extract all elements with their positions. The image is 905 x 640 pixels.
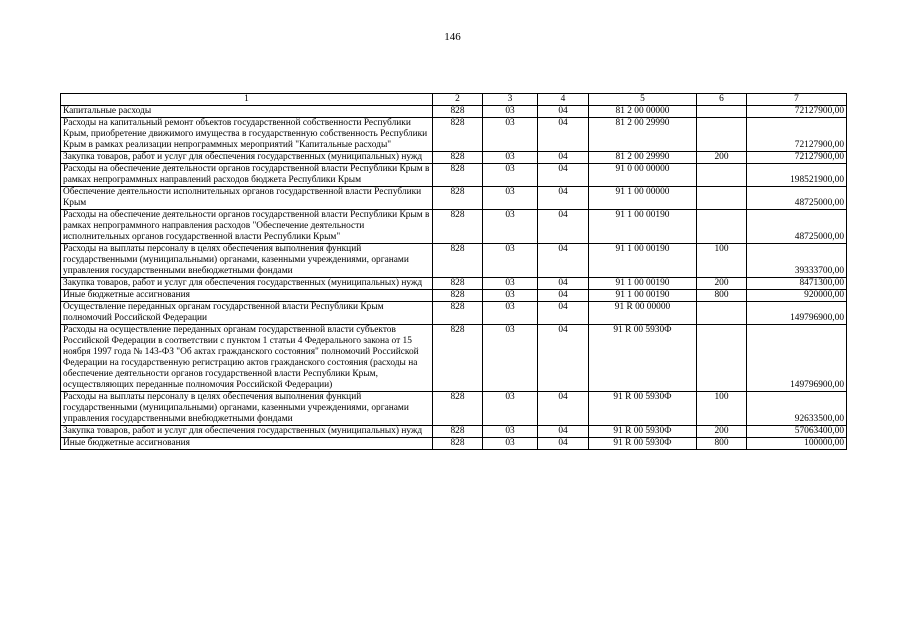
- section-cell: 03: [483, 187, 538, 210]
- target-article-cell: 91 R 00 00000: [589, 302, 697, 325]
- expense-name-cell: Иные бюджетные ассигнования: [61, 290, 433, 302]
- target-article-cell: 91 1 00 00190: [589, 244, 697, 278]
- amount-cell: 72127900,00: [747, 106, 847, 118]
- section-cell: 03: [483, 290, 538, 302]
- subsection-cell: 04: [538, 164, 589, 187]
- expense-name-cell: Закупка товаров, работ и услуг для обеспечения государственных (муниципальных) нужд: [61, 278, 433, 290]
- ministry-code-cell: 828: [433, 118, 483, 152]
- subsection-cell: 04: [538, 210, 589, 244]
- column-header: 2: [433, 94, 483, 106]
- target-article-cell: 91 R 00 5930Ф: [589, 392, 697, 426]
- expense-name-cell: Обеспечение деятельности исполнительных органов государственной власти Республики Крым: [61, 187, 433, 210]
- table-row: [61, 438, 847, 450]
- target-article-cell: 91 1 00 00190: [589, 290, 697, 302]
- section-cell: 03: [483, 426, 538, 438]
- target-article-cell: 81 2 00 29990: [589, 152, 697, 164]
- subsection-cell: 04: [538, 302, 589, 325]
- expense-name-cell: Расходы на обеспечение деятельности органов государственной власти Республики Крым в рамках непрограммных направлений расходов бюджета Республики Крым: [61, 164, 433, 187]
- expense-type-cell: 200: [697, 152, 747, 164]
- table-row: [61, 118, 847, 152]
- section-cell: 03: [483, 244, 538, 278]
- section-cell: 03: [483, 106, 538, 118]
- expense-type-cell: [697, 106, 747, 118]
- expense-type-cell: [697, 164, 747, 187]
- section-cell: 03: [483, 164, 538, 187]
- table-header-row: [61, 94, 847, 106]
- expense-name-cell: Закупка товаров, работ и услуг для обеспечения государственных (муниципальных) нужд: [61, 152, 433, 164]
- section-cell: 03: [483, 210, 538, 244]
- expense-type-cell: [697, 325, 747, 392]
- amount-cell: 198521900,00: [747, 164, 847, 187]
- section-cell: 03: [483, 152, 538, 164]
- expense-type-cell: [697, 210, 747, 244]
- subsection-cell: 04: [538, 106, 589, 118]
- target-article-cell: 81 2 00 29990: [589, 118, 697, 152]
- target-article-cell: 91 R 00 5930Ф: [589, 325, 697, 392]
- expense-type-cell: [697, 302, 747, 325]
- expense-name-cell: Расходы на осуществление переданных органам государственной власти субъектов Российской Федерации в соответствии с пунктом 1 статьи 4 Федерального закона от 15 ноября 1997 года № 143-ФЗ "Об актах гражданского состояния" полномочий Российской Федерации на государственную регистрацию актов гражданского состояния (расходы на обеспечение деятельности органов государственной власти Республики Крым, осуществляющих переданные полномочия Российской Федерации): [61, 325, 433, 392]
- expense-type-cell: 200: [697, 278, 747, 290]
- expense-type-cell: 800: [697, 438, 747, 450]
- table-row: [61, 106, 847, 118]
- amount-cell: 149796900,00: [747, 302, 847, 325]
- subsection-cell: 04: [538, 392, 589, 426]
- table-row: [61, 164, 847, 187]
- table-row: [61, 210, 847, 244]
- expense-type-cell: [697, 187, 747, 210]
- section-cell: 03: [483, 278, 538, 290]
- table-row: [61, 426, 847, 438]
- table-row: [61, 392, 847, 426]
- expense-name-cell: Расходы на обеспечение деятельности органов государственной власти Республики Крым в рамках непрограммного направления расходов "Обеспечение деятельности исполнительных органов государственной власти Республики Крым": [61, 210, 433, 244]
- subsection-cell: 04: [538, 118, 589, 152]
- expense-name-cell: Осуществление переданных органам государственной власти Республики Крым полномочий Российской Федерации: [61, 302, 433, 325]
- ministry-code-cell: 828: [433, 392, 483, 426]
- expense-name-cell: Иные бюджетные ассигнования: [61, 438, 433, 450]
- expense-type-cell: 100: [697, 392, 747, 426]
- ministry-code-cell: 828: [433, 187, 483, 210]
- ministry-code-cell: 828: [433, 290, 483, 302]
- ministry-code-cell: 828: [433, 278, 483, 290]
- column-header: 5: [589, 94, 697, 106]
- amount-cell: 100000,00: [747, 438, 847, 450]
- ministry-code-cell: 828: [433, 106, 483, 118]
- column-header: 7: [747, 94, 847, 106]
- table-row: [61, 290, 847, 302]
- ministry-code-cell: 828: [433, 164, 483, 187]
- table-row: [61, 325, 847, 392]
- table-row: [61, 302, 847, 325]
- amount-cell: 48725000,00: [747, 210, 847, 244]
- target-article-cell: 81 2 00 00000: [589, 106, 697, 118]
- table-row: [61, 278, 847, 290]
- target-article-cell: 91 R 00 5930Ф: [589, 426, 697, 438]
- subsection-cell: 04: [538, 325, 589, 392]
- subsection-cell: 04: [538, 244, 589, 278]
- ministry-code-cell: 828: [433, 244, 483, 278]
- column-header: 3: [483, 94, 538, 106]
- subsection-cell: 04: [538, 278, 589, 290]
- expense-name-cell: Закупка товаров, работ и услуг для обеспечения государственных (муниципальных) нужд: [61, 426, 433, 438]
- section-cell: 03: [483, 302, 538, 325]
- target-article-cell: 91 1 00 00000: [589, 187, 697, 210]
- expense-type-cell: 800: [697, 290, 747, 302]
- ministry-code-cell: 828: [433, 426, 483, 438]
- expense-name-cell: Капитальные расходы: [61, 106, 433, 118]
- amount-cell: 149796900,00: [747, 325, 847, 392]
- table-row: [61, 244, 847, 278]
- amount-cell: 57063400,00: [747, 426, 847, 438]
- subsection-cell: 04: [538, 290, 589, 302]
- page-number: 146: [444, 31, 461, 43]
- section-cell: 03: [483, 118, 538, 152]
- subsection-cell: 04: [538, 438, 589, 450]
- expense-type-cell: [697, 118, 747, 152]
- amount-cell: 8471300,00: [747, 278, 847, 290]
- section-cell: 03: [483, 438, 538, 450]
- column-header: 6: [697, 94, 747, 106]
- amount-cell: 72127900,00: [747, 118, 847, 152]
- expense-name-cell: Расходы на выплаты персоналу в целях обеспечения выполнения функций государственными (муниципальными) органами, казенными учреждениями, органами управления государственными внебюджетными фондами: [61, 244, 433, 278]
- section-cell: 03: [483, 392, 538, 426]
- subsection-cell: 04: [538, 187, 589, 210]
- expense-type-cell: 100: [697, 244, 747, 278]
- target-article-cell: 91 0 00 00000: [589, 164, 697, 187]
- table-row: [61, 152, 847, 164]
- column-header: 1: [61, 94, 433, 106]
- ministry-code-cell: 828: [433, 302, 483, 325]
- amount-cell: 920000,00: [747, 290, 847, 302]
- amount-cell: 72127900,00: [747, 152, 847, 164]
- subsection-cell: 04: [538, 152, 589, 164]
- target-article-cell: 91 1 00 00190: [589, 210, 697, 244]
- amount-cell: 48725000,00: [747, 187, 847, 210]
- ministry-code-cell: 828: [433, 210, 483, 244]
- expense-type-cell: 200: [697, 426, 747, 438]
- ministry-code-cell: 828: [433, 152, 483, 164]
- subsection-cell: 04: [538, 426, 589, 438]
- target-article-cell: 91 R 00 5930Ф: [589, 438, 697, 450]
- expense-name-cell: Расходы на выплаты персоналу в целях обеспечения выполнения функций государственными (муниципальными) органами, казенными учреждениями, органами управления государственными внебюджетными фондами: [61, 392, 433, 426]
- amount-cell: 39333700,00: [747, 244, 847, 278]
- ministry-code-cell: 828: [433, 438, 483, 450]
- section-cell: 03: [483, 325, 538, 392]
- expense-name-cell: Расходы на капитальный ремонт объектов государственной собственности Республики Крым, приобретение движимого имущества в государственную собственность Республики Крым в рамках реализации непрограммных мероприятий "Капитальные расходы": [61, 118, 433, 152]
- ministry-code-cell: 828: [433, 325, 483, 392]
- table-row: [61, 187, 847, 210]
- amount-cell: 92633500,00: [747, 392, 847, 426]
- column-header: 4: [538, 94, 589, 106]
- budget-table: [60, 93, 847, 450]
- target-article-cell: 91 1 00 00190: [589, 278, 697, 290]
